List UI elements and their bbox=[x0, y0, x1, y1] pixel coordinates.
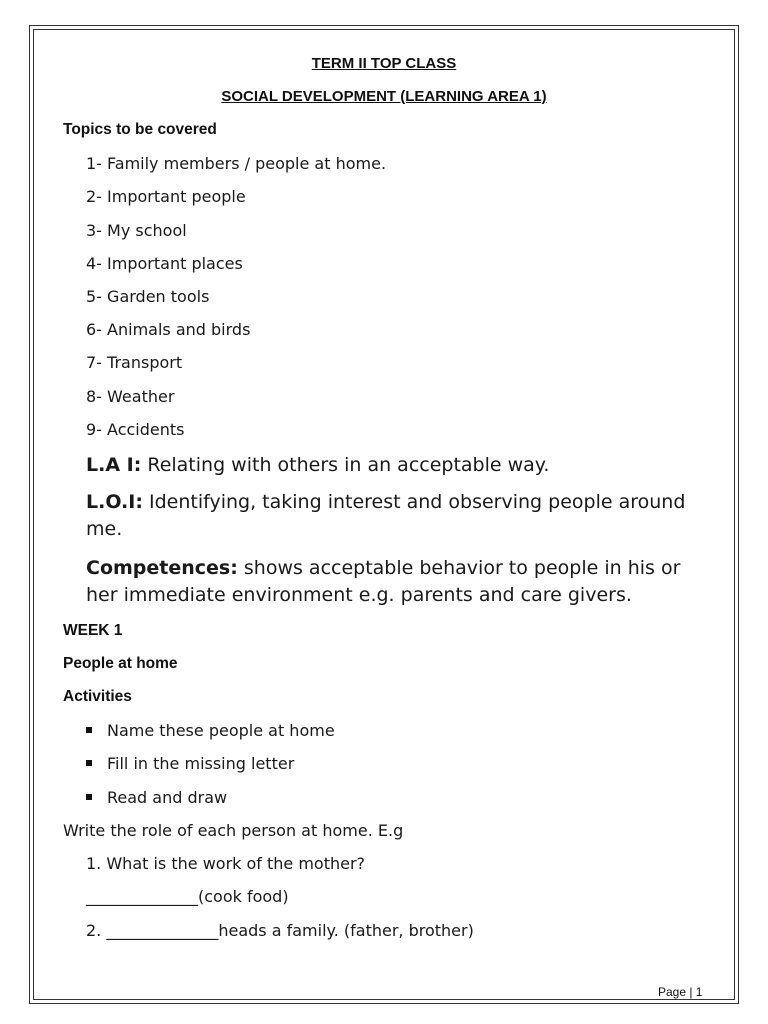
topic-item: 1- Family members / people at home. bbox=[86, 154, 387, 173]
activity-text: Read and draw bbox=[107, 788, 228, 807]
bullet-icon bbox=[86, 794, 92, 800]
topic-item: 7- Transport bbox=[86, 353, 183, 372]
document-subtitle: SOCIAL DEVELOPMENT (LEARNING AREA 1) bbox=[221, 88, 547, 105]
learning-area-label: L.A I: bbox=[86, 454, 142, 476]
document-title: TERM II TOP CLASS bbox=[311, 55, 457, 72]
competences bbox=[86, 555, 706, 609]
competences-label: Competences: bbox=[86, 557, 238, 579]
learning-outcome-text: Identifying, taking interest and observing people around me. bbox=[86, 491, 686, 540]
competences-text: shows acceptable behavior to people in his or her immediate environment e.g. parents and care givers. bbox=[86, 557, 681, 606]
list-item bbox=[86, 721, 335, 740]
answer-1: ______________(cook food) bbox=[86, 887, 289, 906]
learning-area bbox=[86, 452, 706, 479]
topics-heading: Topics to be covered bbox=[63, 121, 217, 138]
week-heading: WEEK 1 bbox=[63, 622, 123, 639]
subtopic-heading: People at home bbox=[63, 655, 178, 672]
topic-item: 2- Important people bbox=[86, 187, 246, 206]
activities-heading: Activities bbox=[63, 688, 132, 705]
page-number: Page | 1 bbox=[658, 985, 703, 999]
activity-text: Name these people at home bbox=[107, 721, 335, 740]
question-1: 1. What is the work of the mother? bbox=[86, 854, 366, 873]
learning-outcome bbox=[86, 489, 706, 543]
bullet-icon bbox=[86, 760, 92, 766]
list-item bbox=[86, 754, 294, 773]
instruction-text: Write the role of each person at home. E.g bbox=[63, 821, 404, 840]
topic-item: 4- Important places bbox=[86, 254, 243, 273]
learning-area-text: Relating with others in an acceptable way. bbox=[141, 454, 550, 476]
topic-item: 5- Garden tools bbox=[86, 287, 210, 306]
activity-text: Fill in the missing letter bbox=[107, 754, 295, 773]
bullet-icon bbox=[86, 727, 92, 733]
topic-item: 8- Weather bbox=[86, 387, 175, 406]
learning-outcome-label: L.O.I: bbox=[86, 491, 143, 513]
topic-item: 3- My school bbox=[86, 221, 187, 240]
topic-item: 9- Accidents bbox=[86, 420, 185, 439]
topic-item: 6- Animals and birds bbox=[86, 320, 251, 339]
list-item bbox=[86, 788, 227, 807]
question-2: 2. ______________heads a family. (father, brother) bbox=[86, 921, 474, 940]
